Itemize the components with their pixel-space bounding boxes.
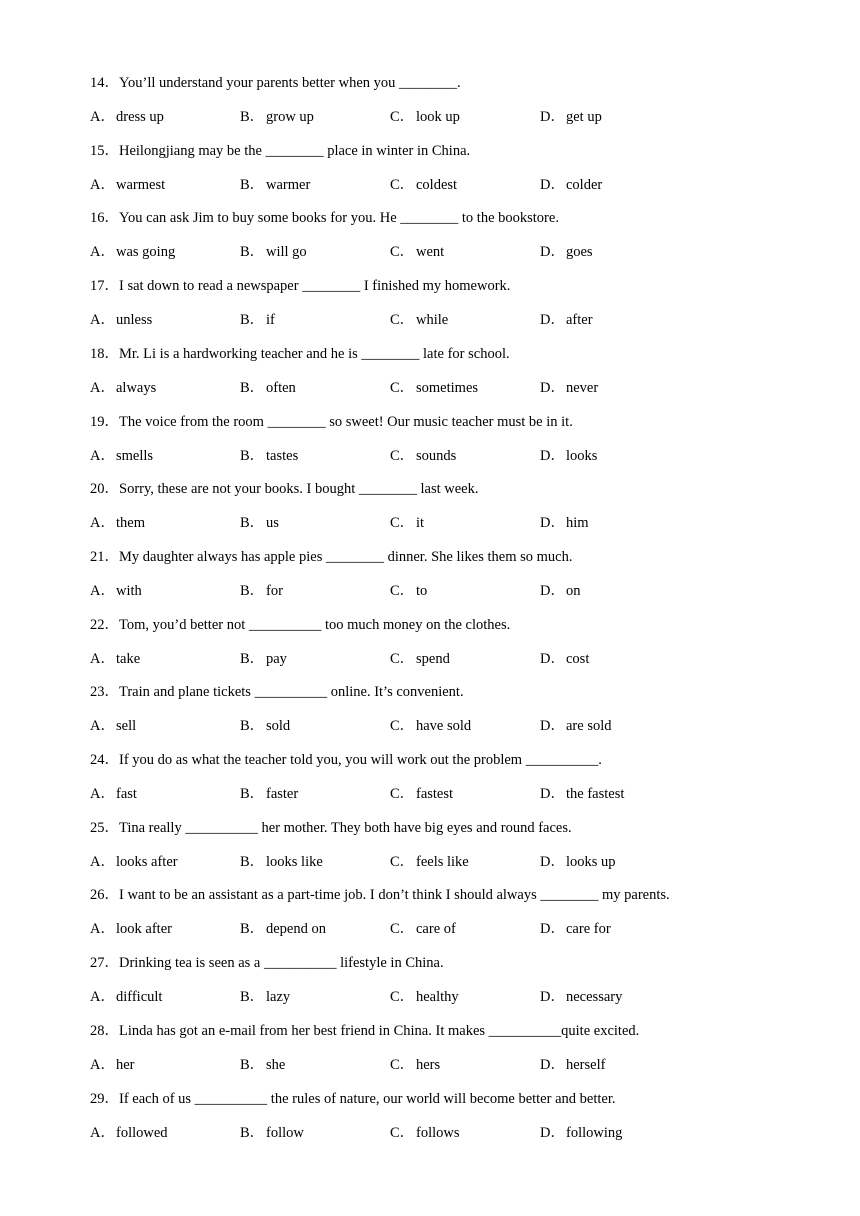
answer-options (90, 784, 830, 804)
question-stem: 24．If you do as what the teacher told you, you will work out the problem __________. (90, 752, 602, 768)
option-letter: B． (240, 651, 265, 667)
question-stem: 28．Linda has got an e-mail from her best friend in China. It makes __________quite excited. (90, 1023, 640, 1039)
answer-option-a[interactable] (90, 649, 140, 669)
option-text: follow (266, 1125, 304, 1141)
option-text: spend (416, 651, 450, 667)
option-text: care for (566, 921, 611, 937)
option-text: looks up (566, 854, 616, 870)
answer-option-d[interactable] (540, 1055, 605, 1075)
answer-option-d[interactable] (540, 107, 602, 127)
answer-option-d[interactable] (540, 175, 602, 195)
answer-option-a[interactable] (90, 378, 156, 398)
answer-option-d[interactable] (540, 581, 581, 601)
answer-option-b[interactable] (240, 513, 279, 533)
option-letter: A． (90, 312, 115, 328)
question-stem: 14．You’ll understand your parents better when you ________. (90, 75, 461, 91)
option-letter: D． (540, 583, 565, 599)
option-text: unless (116, 312, 153, 328)
answer-option-c[interactable] (390, 378, 478, 398)
answer-option-c[interactable] (390, 716, 471, 736)
option-letter: C． (390, 1125, 415, 1141)
answer-option-c[interactable] (390, 1123, 460, 1143)
answer-option-a[interactable] (90, 716, 136, 736)
option-letter: A． (90, 921, 115, 937)
option-letter: A． (90, 718, 115, 734)
option-text: grow up (266, 109, 314, 125)
option-text: after (566, 312, 593, 328)
answer-option-b[interactable] (240, 987, 290, 1007)
question-stem: 21．My daughter always has apple pies ________ dinner. She likes them so much. (90, 549, 573, 565)
option-text: for (266, 583, 283, 599)
option-letter: D． (540, 177, 565, 193)
option-letter: A． (90, 515, 115, 531)
answer-option-c[interactable] (390, 987, 459, 1007)
answer-option-d[interactable] (540, 1123, 622, 1143)
option-text: are sold (566, 718, 612, 734)
option-text: smells (116, 448, 154, 464)
answer-option-d[interactable] (540, 919, 611, 939)
option-text: with (116, 583, 142, 599)
option-letter: A． (90, 380, 115, 396)
option-letter: A． (90, 244, 115, 260)
option-letter: A． (90, 583, 115, 599)
option-text: take (116, 651, 141, 667)
question-stem: 25．Tina really __________ her mother. They both have big eyes and round faces. (90, 820, 572, 836)
answer-option-c[interactable] (390, 310, 448, 330)
option-text: coldest (416, 177, 458, 193)
option-letter: B． (240, 1125, 265, 1141)
option-letter: C． (390, 583, 415, 599)
option-text: while (416, 312, 449, 328)
option-letter: D． (540, 1125, 565, 1141)
question-stem: 22．Tom, you’d better not __________ too much money on the clothes. (90, 617, 511, 633)
answer-options (90, 242, 830, 262)
option-letter: D． (540, 854, 565, 870)
option-letter: A． (90, 651, 115, 667)
question-item (90, 73, 830, 125)
option-text: sell (116, 718, 137, 734)
option-letter: C． (390, 651, 415, 667)
option-text: to (416, 583, 428, 599)
question-stem: 18．Mr. Li is a hardworking teacher and he is ________ late for school. (90, 346, 510, 362)
answer-option-c[interactable] (390, 919, 456, 939)
answer-option-d[interactable] (540, 852, 616, 872)
option-text: fast (116, 786, 137, 802)
option-letter: B． (240, 515, 265, 531)
question-stem: 20．Sorry, these are not your books. I bought ________ last week. (90, 481, 479, 497)
question-item (90, 141, 830, 193)
question-item (90, 412, 830, 464)
option-text: follows (416, 1125, 460, 1141)
answer-option-a[interactable] (90, 175, 165, 195)
option-letter: B． (240, 786, 265, 802)
option-text: hers (416, 1057, 441, 1073)
option-letter: B． (240, 312, 265, 328)
option-letter: A． (90, 1125, 115, 1141)
answer-option-a[interactable] (90, 310, 152, 330)
question-item (90, 885, 830, 937)
answer-option-c[interactable] (390, 107, 460, 127)
question-stem: 27．Drinking tea is seen as a __________ lifestyle in China. (90, 955, 444, 971)
option-text: cost (566, 651, 590, 667)
answer-option-d[interactable] (540, 242, 593, 262)
option-letter: D． (540, 244, 565, 260)
answer-option-b[interactable] (240, 1123, 304, 1143)
answer-option-a[interactable] (90, 1055, 135, 1075)
answer-option-b[interactable] (240, 784, 298, 804)
answer-option-b[interactable] (240, 378, 296, 398)
answer-option-b[interactable] (240, 852, 323, 872)
option-text: tastes (266, 448, 299, 464)
answer-option-d[interactable] (540, 987, 622, 1007)
option-text: goes (566, 244, 593, 260)
option-text: sometimes (416, 380, 479, 396)
option-letter: B． (240, 854, 265, 870)
option-text: on (566, 583, 581, 599)
answer-option-b[interactable] (240, 242, 307, 262)
answer-options (90, 919, 830, 939)
answer-option-a[interactable] (90, 919, 172, 939)
answer-options (90, 175, 830, 195)
question-stem: 19．The voice from the room ________ so sweet! Our music teacher must be in it. (90, 414, 573, 430)
answer-options (90, 1055, 830, 1075)
option-letter: C． (390, 1057, 415, 1073)
option-text: sold (266, 718, 291, 734)
answer-option-d[interactable] (540, 649, 589, 669)
option-letter: C． (390, 989, 415, 1005)
question-item (90, 547, 830, 599)
option-text: looks after (116, 854, 178, 870)
option-letter: D． (540, 515, 565, 531)
option-letter: B． (240, 448, 265, 464)
answer-option-c[interactable] (390, 649, 450, 669)
option-letter: B． (240, 921, 265, 937)
option-text: looks like (266, 854, 323, 870)
question-item (90, 953, 830, 1005)
answer-option-c[interactable] (390, 784, 453, 804)
option-letter: D． (540, 109, 565, 125)
option-text: him (566, 515, 589, 531)
option-text: the fastest (566, 786, 625, 802)
answer-option-d[interactable] (540, 716, 612, 736)
option-letter: A． (90, 786, 115, 802)
answer-option-a[interactable] (90, 107, 164, 127)
answer-option-c[interactable] (390, 175, 457, 195)
answer-option-c[interactable] (390, 242, 444, 262)
answer-options (90, 649, 830, 669)
answer-option-d[interactable] (540, 310, 593, 330)
option-text: herself (566, 1057, 606, 1073)
option-text: necessary (566, 989, 623, 1005)
answer-options (90, 1123, 830, 1143)
option-letter: B． (240, 989, 265, 1005)
option-letter: C． (390, 380, 415, 396)
option-letter: C． (390, 718, 415, 734)
answer-options (90, 513, 830, 533)
option-text: get up (566, 109, 602, 125)
answer-option-b[interactable] (240, 107, 314, 127)
question-item (90, 344, 830, 396)
option-text: it (416, 515, 425, 531)
answer-options (90, 310, 830, 330)
answer-option-b[interactable] (240, 581, 283, 601)
option-text: looks (566, 448, 598, 464)
question-item (90, 276, 830, 328)
option-letter: B． (240, 177, 265, 193)
option-text: if (266, 312, 275, 328)
answer-option-b[interactable] (240, 446, 298, 466)
option-text: warmest (116, 177, 166, 193)
answer-option-c[interactable] (390, 446, 456, 466)
answer-options (90, 716, 830, 736)
question-stem: 23．Train and plane tickets __________ online. It’s convenient. (90, 684, 464, 700)
question-item (90, 479, 830, 531)
question-item (90, 1089, 830, 1141)
answer-option-c[interactable] (390, 852, 469, 872)
option-letter: A． (90, 109, 115, 125)
option-letter: D． (540, 989, 565, 1005)
question-item (90, 615, 830, 667)
option-letter: B． (240, 244, 265, 260)
option-text: healthy (416, 989, 459, 1005)
question-item (90, 818, 830, 870)
option-letter: D． (540, 448, 565, 464)
option-letter: A． (90, 177, 115, 193)
option-letter: C． (390, 921, 415, 937)
question-item (90, 750, 830, 802)
option-letter: C． (390, 448, 415, 464)
option-letter: D． (540, 1057, 565, 1073)
option-letter: C． (390, 177, 415, 193)
answer-options (90, 987, 830, 1007)
answer-options (90, 581, 830, 601)
option-text: fastest (416, 786, 454, 802)
option-letter: D． (540, 651, 565, 667)
option-text: she (266, 1057, 286, 1073)
option-text: care of (416, 921, 456, 937)
option-letter: B． (240, 718, 265, 734)
answer-option-b[interactable] (240, 310, 275, 330)
option-letter: C． (390, 244, 415, 260)
option-text: feels like (416, 854, 469, 870)
option-text: pay (266, 651, 287, 667)
answer-option-b[interactable] (240, 175, 310, 195)
answer-option-a[interactable] (90, 784, 137, 804)
answer-option-d[interactable] (540, 378, 598, 398)
option-letter: D． (540, 380, 565, 396)
option-text: was going (116, 244, 176, 260)
question-stem: 26．I want to be an assistant as a part-time job. I don’t think I should always ________ my parents. (90, 887, 670, 903)
question-item (90, 208, 830, 260)
answer-options (90, 852, 830, 872)
question-stem: 15．Heilongjiang may be the ________ place in winter in China. (90, 143, 471, 159)
option-text: look up (416, 109, 460, 125)
option-letter: A． (90, 854, 115, 870)
answer-option-d[interactable] (540, 446, 597, 466)
answer-options (90, 446, 830, 466)
option-text: difficult (116, 989, 163, 1005)
option-text: following (566, 1125, 623, 1141)
option-letter: B． (240, 380, 265, 396)
option-text: always (116, 380, 157, 396)
option-text: have sold (416, 718, 472, 734)
option-text: faster (266, 786, 299, 802)
option-letter: A． (90, 989, 115, 1005)
answer-option-a[interactable] (90, 242, 175, 262)
option-text: lazy (266, 989, 291, 1005)
option-letter: D． (540, 786, 565, 802)
option-text: her (116, 1057, 135, 1073)
option-letter: C． (390, 854, 415, 870)
question-item (90, 682, 830, 734)
option-letter: A． (90, 1057, 115, 1073)
option-letter: B． (240, 583, 265, 599)
option-text: will go (266, 244, 307, 260)
answer-option-c[interactable] (390, 581, 427, 601)
question-item (90, 1021, 830, 1073)
option-letter: C． (390, 515, 415, 531)
option-letter: B． (240, 109, 265, 125)
answer-option-a[interactable] (90, 513, 145, 533)
answer-option-b[interactable] (240, 1055, 285, 1075)
option-letter: A． (90, 448, 115, 464)
answer-option-a[interactable] (90, 1123, 168, 1143)
option-text: warmer (266, 177, 311, 193)
question-stem: 16．You can ask Jim to buy some books for you. He ________ to the bookstore. (90, 210, 559, 226)
option-text: them (116, 515, 145, 531)
answer-option-d[interactable] (540, 513, 589, 533)
option-letter: C． (390, 109, 415, 125)
option-text: look after (116, 921, 172, 937)
option-letter: B． (240, 1057, 265, 1073)
option-text: never (566, 380, 599, 396)
answer-option-a[interactable] (90, 581, 142, 601)
option-text: colder (566, 177, 603, 193)
option-letter: C． (390, 312, 415, 328)
option-text: us (266, 515, 279, 531)
option-text: dress up (116, 109, 164, 125)
answer-option-b[interactable] (240, 716, 290, 736)
option-letter: D． (540, 921, 565, 937)
answer-option-d[interactable] (540, 784, 624, 804)
option-text: followed (116, 1125, 168, 1141)
answer-option-b[interactable] (240, 919, 326, 939)
option-text: often (266, 380, 296, 396)
answer-option-c[interactable] (390, 1055, 440, 1075)
option-letter: C． (390, 786, 415, 802)
option-text: went (416, 244, 445, 260)
question-stem: 17．I sat down to read a newspaper ________ I finished my homework. (90, 278, 511, 294)
option-text: sounds (416, 448, 457, 464)
option-text: depend on (266, 921, 326, 937)
answer-option-c[interactable] (390, 513, 424, 533)
answer-options (90, 378, 830, 398)
answer-options (90, 107, 830, 127)
answer-option-a[interactable] (90, 446, 153, 466)
option-letter: D． (540, 718, 565, 734)
question-stem: 29．If each of us __________ the rules of nature, our world will become better and better. (90, 1091, 616, 1107)
option-letter: D． (540, 312, 565, 328)
answer-option-a[interactable] (90, 987, 162, 1007)
answer-option-a[interactable] (90, 852, 178, 872)
answer-option-b[interactable] (240, 649, 287, 669)
